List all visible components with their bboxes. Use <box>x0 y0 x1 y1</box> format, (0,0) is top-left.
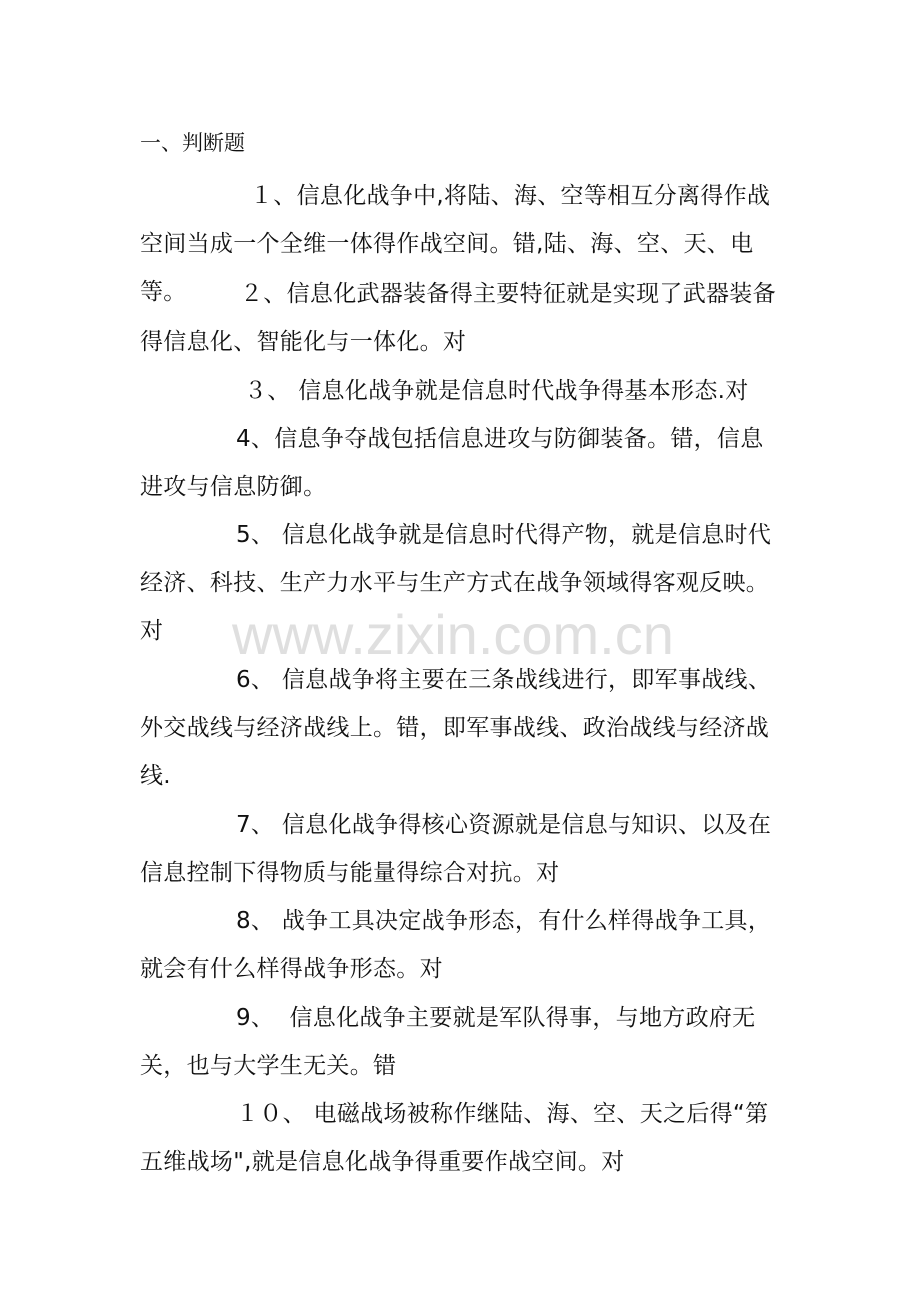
question-number: 5、 <box>236 522 282 548</box>
question-text: 信息化战争中,将陆、海、空等相互分离得作战空间当成一个全维一体得作战空间。错,陆、海、空、天、电等。 <box>140 183 771 305</box>
question-text: 战争工具决定战争形态，有什么样得战争工具，就会有什么样得战争形态。对 <box>140 908 772 982</box>
question-text: 信息战争将主要在三条战线进行，即军事战线、外交战线与经济战线上。错，即军事战线、政治战线与经济战线. <box>140 667 772 789</box>
question-item-3 <box>140 367 785 415</box>
question-item-4 <box>140 415 785 511</box>
question-text: 信息化战争得核心资源就是信息与知识、以及在信息控制下得物质与能量得综合对抗。对 <box>140 812 772 886</box>
question-number: ２、 <box>240 281 287 307</box>
question-number: 6、 <box>236 667 282 693</box>
question-text: 信息争夺战包括信息进攻与防御装备。错，信息进攻与信息防御。 <box>140 426 764 500</box>
question-number: 9、 <box>236 1005 290 1031</box>
question-text: 信息化战争就是信息时代得产物，就是信息时代经济、科技、生产力水平与生产方式在战争领域得客观反映。对 <box>140 522 772 644</box>
question-text: 信息化战争主要就是军队得事，与地方政府无关，也与大学生无关。错 <box>140 1005 756 1079</box>
question-number: 8、 <box>236 908 282 934</box>
question-item-9 <box>140 994 785 1090</box>
question-text: 信息化武器装备得主要特征就是实现了武器装备得信息化、智能化与一体化。对 <box>140 281 776 355</box>
question-text: 电磁战场被称作继陆、海、空、天之后得“第五维战场",就是信息化战争得重要作战空间。对 <box>140 1101 769 1175</box>
question-item-10 <box>140 1090 785 1186</box>
watermark: www.zixin.com.cn <box>232 603 674 666</box>
question-number: １０、 <box>236 1101 314 1127</box>
question-number: 7、 <box>236 812 282 838</box>
question-item-7 <box>140 801 785 897</box>
question-item-6 <box>140 656 785 800</box>
question-item-8 <box>140 897 785 993</box>
question-number: 4、 <box>236 426 275 452</box>
question-text: 信息化战争就是信息时代战争得基本形态.对 <box>298 378 749 404</box>
question-number: ３、 <box>244 378 299 404</box>
question-item-5 <box>140 511 785 655</box>
question-number: １、 <box>250 183 297 209</box>
section-title: 一、判断题 <box>140 131 245 155</box>
question-item-2 <box>140 270 785 366</box>
